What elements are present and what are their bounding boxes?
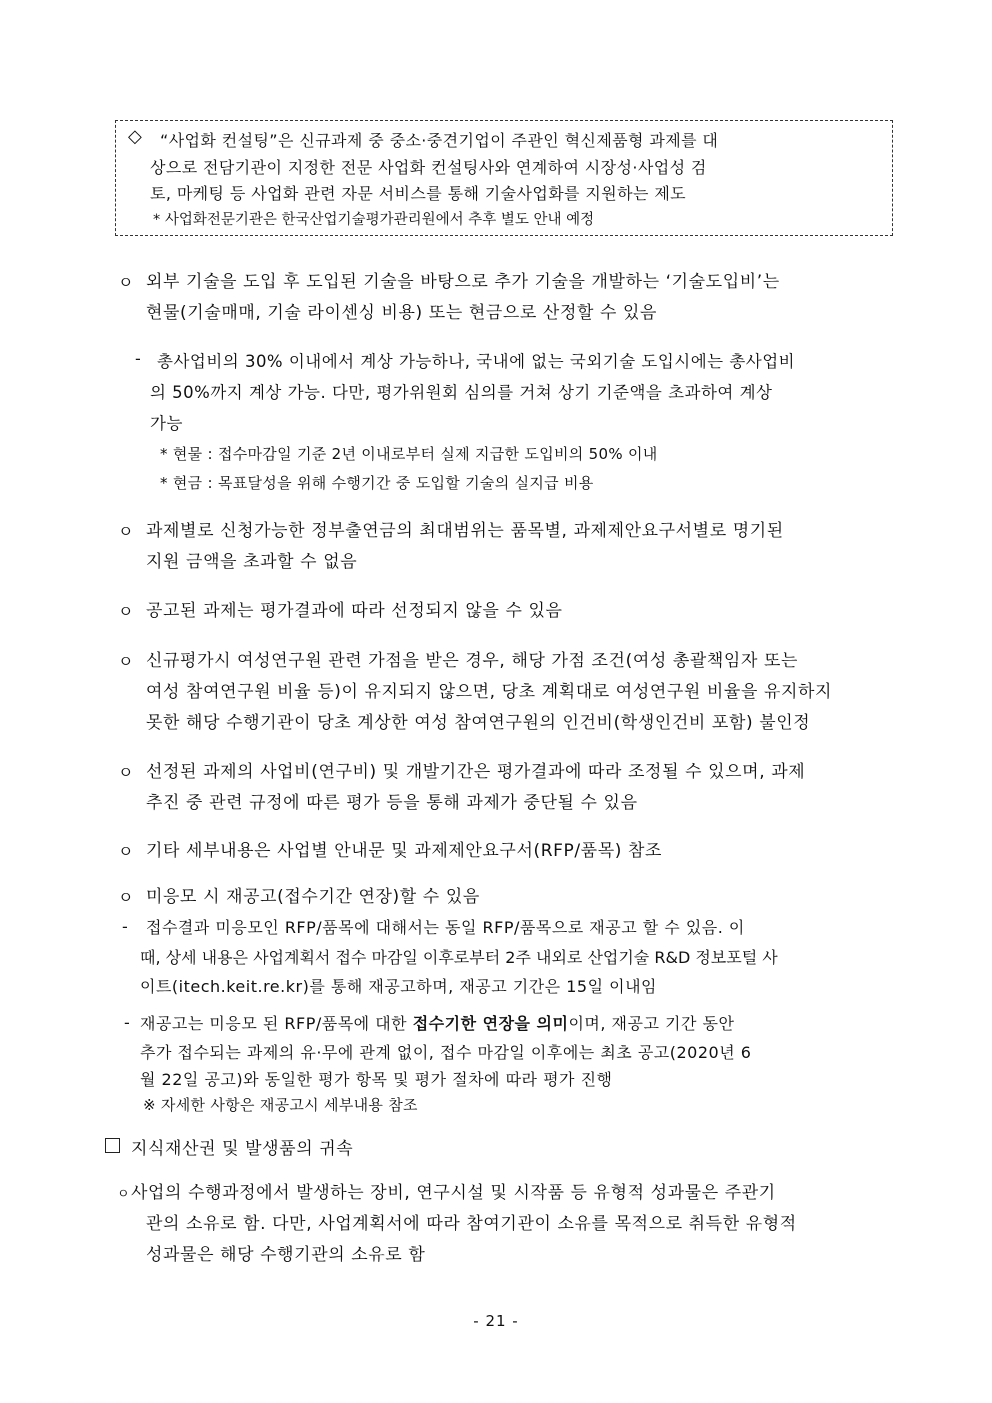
- paragraph-line: 성과물은 해당 수행기관의 소유로 함: [146, 1245, 426, 1265]
- footnote-line: * 현금 : 목표달성을 위해 수행기간 중 도입할 기술의 실지급 비용: [160, 474, 594, 492]
- sub-paragraph-line: 월 22일 공고)와 동일한 평가 항목 및 평가 절차에 따라 평가 진행: [140, 1070, 613, 1089]
- circle-bullet-icon: ㅇ: [118, 888, 134, 907]
- circle-bullet-icon: ㅇ: [118, 522, 134, 541]
- section-heading: 지식재산권 및 발생품의 귀속: [131, 1139, 354, 1159]
- footnote-line: * 현물 : 접수마감일 기준 2년 이내로부터 실제 지급한 도입비의 50% 이내: [160, 445, 658, 463]
- paragraph-line: 여성 참여연구원 비율 등)이 유지되지 않으면, 당초 계획대로 여성연구원 비율을 유지하지: [146, 682, 833, 702]
- paragraph-line: 관의 소유로 함. 다만, 사업계획서에 따라 참여기관이 소유를 목적으로 취득한 유형적: [146, 1214, 797, 1234]
- sub-paragraph-line: 의 50%까지 계상 가능. 다만, 평가위원회 심의를 거쳐 상기 기준액을 초과하여 계상: [150, 383, 773, 402]
- sub-paragraph-line: 이트(itech.keit.re.kr)를 통해 재공고하며, 재공고 기간은 15일 이내임: [140, 977, 657, 996]
- paragraph-line: 못한 해당 수행기관이 당초 계상한 여성 참여연구원의 인건비(학생인건비 포함) 불인정: [146, 713, 811, 733]
- paragraph-line: 선정된 과제의 사업비(연구비) 및 개발기간은 평가결과에 따라 조정될 수 있으며, 과제: [146, 762, 806, 782]
- paragraph-line: 사업의 수행과정에서 발생하는 장비, 연구시설 및 시작품 등 유형적 성과물은 주관기: [131, 1183, 776, 1203]
- sub-paragraph-line: 가능: [150, 414, 183, 433]
- sub-paragraph-line: 접수결과 미응모인 RFP/품목에 대해서는 동일 RFP/품목으로 재공고 할 수 있음. 이: [146, 918, 745, 937]
- paragraph-line: 신규평가시 여성연구원 관련 가점을 받은 경우, 해당 가점 조건(여성 총괄책임자 또는: [146, 651, 799, 671]
- circle-bullet-icon: ㅇ: [118, 842, 134, 861]
- paragraph-line: 공고된 과제는 평가결과에 따라 선정되지 않을 수 있음: [146, 601, 563, 621]
- notice-line: “사업화 컨설팅”은 신규과제 중 중소·중견기업이 주관인 혁신제품형 과제를 대: [160, 131, 719, 150]
- circle-bullet-icon: ㅇ: [118, 652, 134, 671]
- sub-paragraph-line: 총사업비의 30% 이내에서 계상 가능하나, 국내에 없는 국외기술 도입시에는 총사업비: [157, 352, 796, 371]
- reference-note: ※ 자세한 사항은 재공고시 세부내용 참조: [143, 1096, 418, 1114]
- dash-bullet: -: [122, 917, 128, 936]
- dash-bullet: -: [135, 349, 141, 368]
- paragraph-line: 현물(기술매매, 기술 라이센싱 비용) 또는 현금으로 산정할 수 있음: [146, 303, 658, 323]
- sub-paragraph-line: 때, 상세 내용은 사업계획서 접수 마감일 이후로부터 2주 내외로 산업기술 R&D 정보포털 사: [140, 948, 778, 967]
- paragraph-line: 추진 중 관련 규정에 따른 평가 등을 통해 과제가 중단될 수 있음: [146, 793, 638, 813]
- text-run: 이며, 재공고 기간 동안: [568, 1014, 735, 1033]
- circle-bullet-icon: ㅇ: [118, 763, 134, 782]
- notice-line: 상으로 전담기관이 지정한 전문 사업화 컨설팅사와 연계하여 시장성·사업성 검: [150, 158, 707, 177]
- page-number: - 21 -: [473, 1312, 519, 1330]
- notice-footnote: * 사업화전문기관은 한국산업기술평가관리원에서 추후 별도 안내 예정: [153, 212, 595, 228]
- circle-bullet-icon: ㅇ: [118, 602, 134, 621]
- dash-bullet: -: [124, 1013, 130, 1032]
- circle-bullet-icon: ㅇ: [118, 273, 134, 292]
- circle-bullet-icon: ㅇ: [117, 1187, 130, 1202]
- paragraph-line: 지원 금액을 초과할 수 없음: [146, 552, 358, 572]
- paragraph-line: 기타 세부내용은 사업별 안내문 및 과제제안요구서(RFP/품목) 참조: [146, 841, 663, 861]
- paragraph-line: 과제별로 신청가능한 정부출연금의 최대범위는 품목별, 과제제안요구서별로 명기된: [146, 521, 784, 541]
- paragraph-line: 미응모 시 재공고(접수기간 연장)할 수 있음: [146, 887, 480, 907]
- checkbox-square-icon: [105, 1138, 120, 1153]
- sub-paragraph-line: [140, 1011, 734, 1034]
- sub-paragraph-line: 추가 접수되는 과제의 유·무에 관계 없이, 접수 마감일 이후에는 최초 공고(2020년 6: [140, 1043, 752, 1062]
- notice-line: 토, 마케팅 등 사업화 관련 자문 서비스를 통해 기술사업화를 지원하는 제도: [150, 184, 687, 203]
- emphasis-text: 접수기한 연장을 의미: [412, 1014, 569, 1033]
- text-run: 재공고는 미응모 된 RFP/품목에 대한: [140, 1014, 413, 1033]
- diamond-bullet-icon: ◇: [128, 126, 143, 147]
- paragraph-line: 외부 기술을 도입 후 도입된 기술을 바탕으로 추가 기술을 개발하는 ‘기술도입비’는: [146, 272, 780, 292]
